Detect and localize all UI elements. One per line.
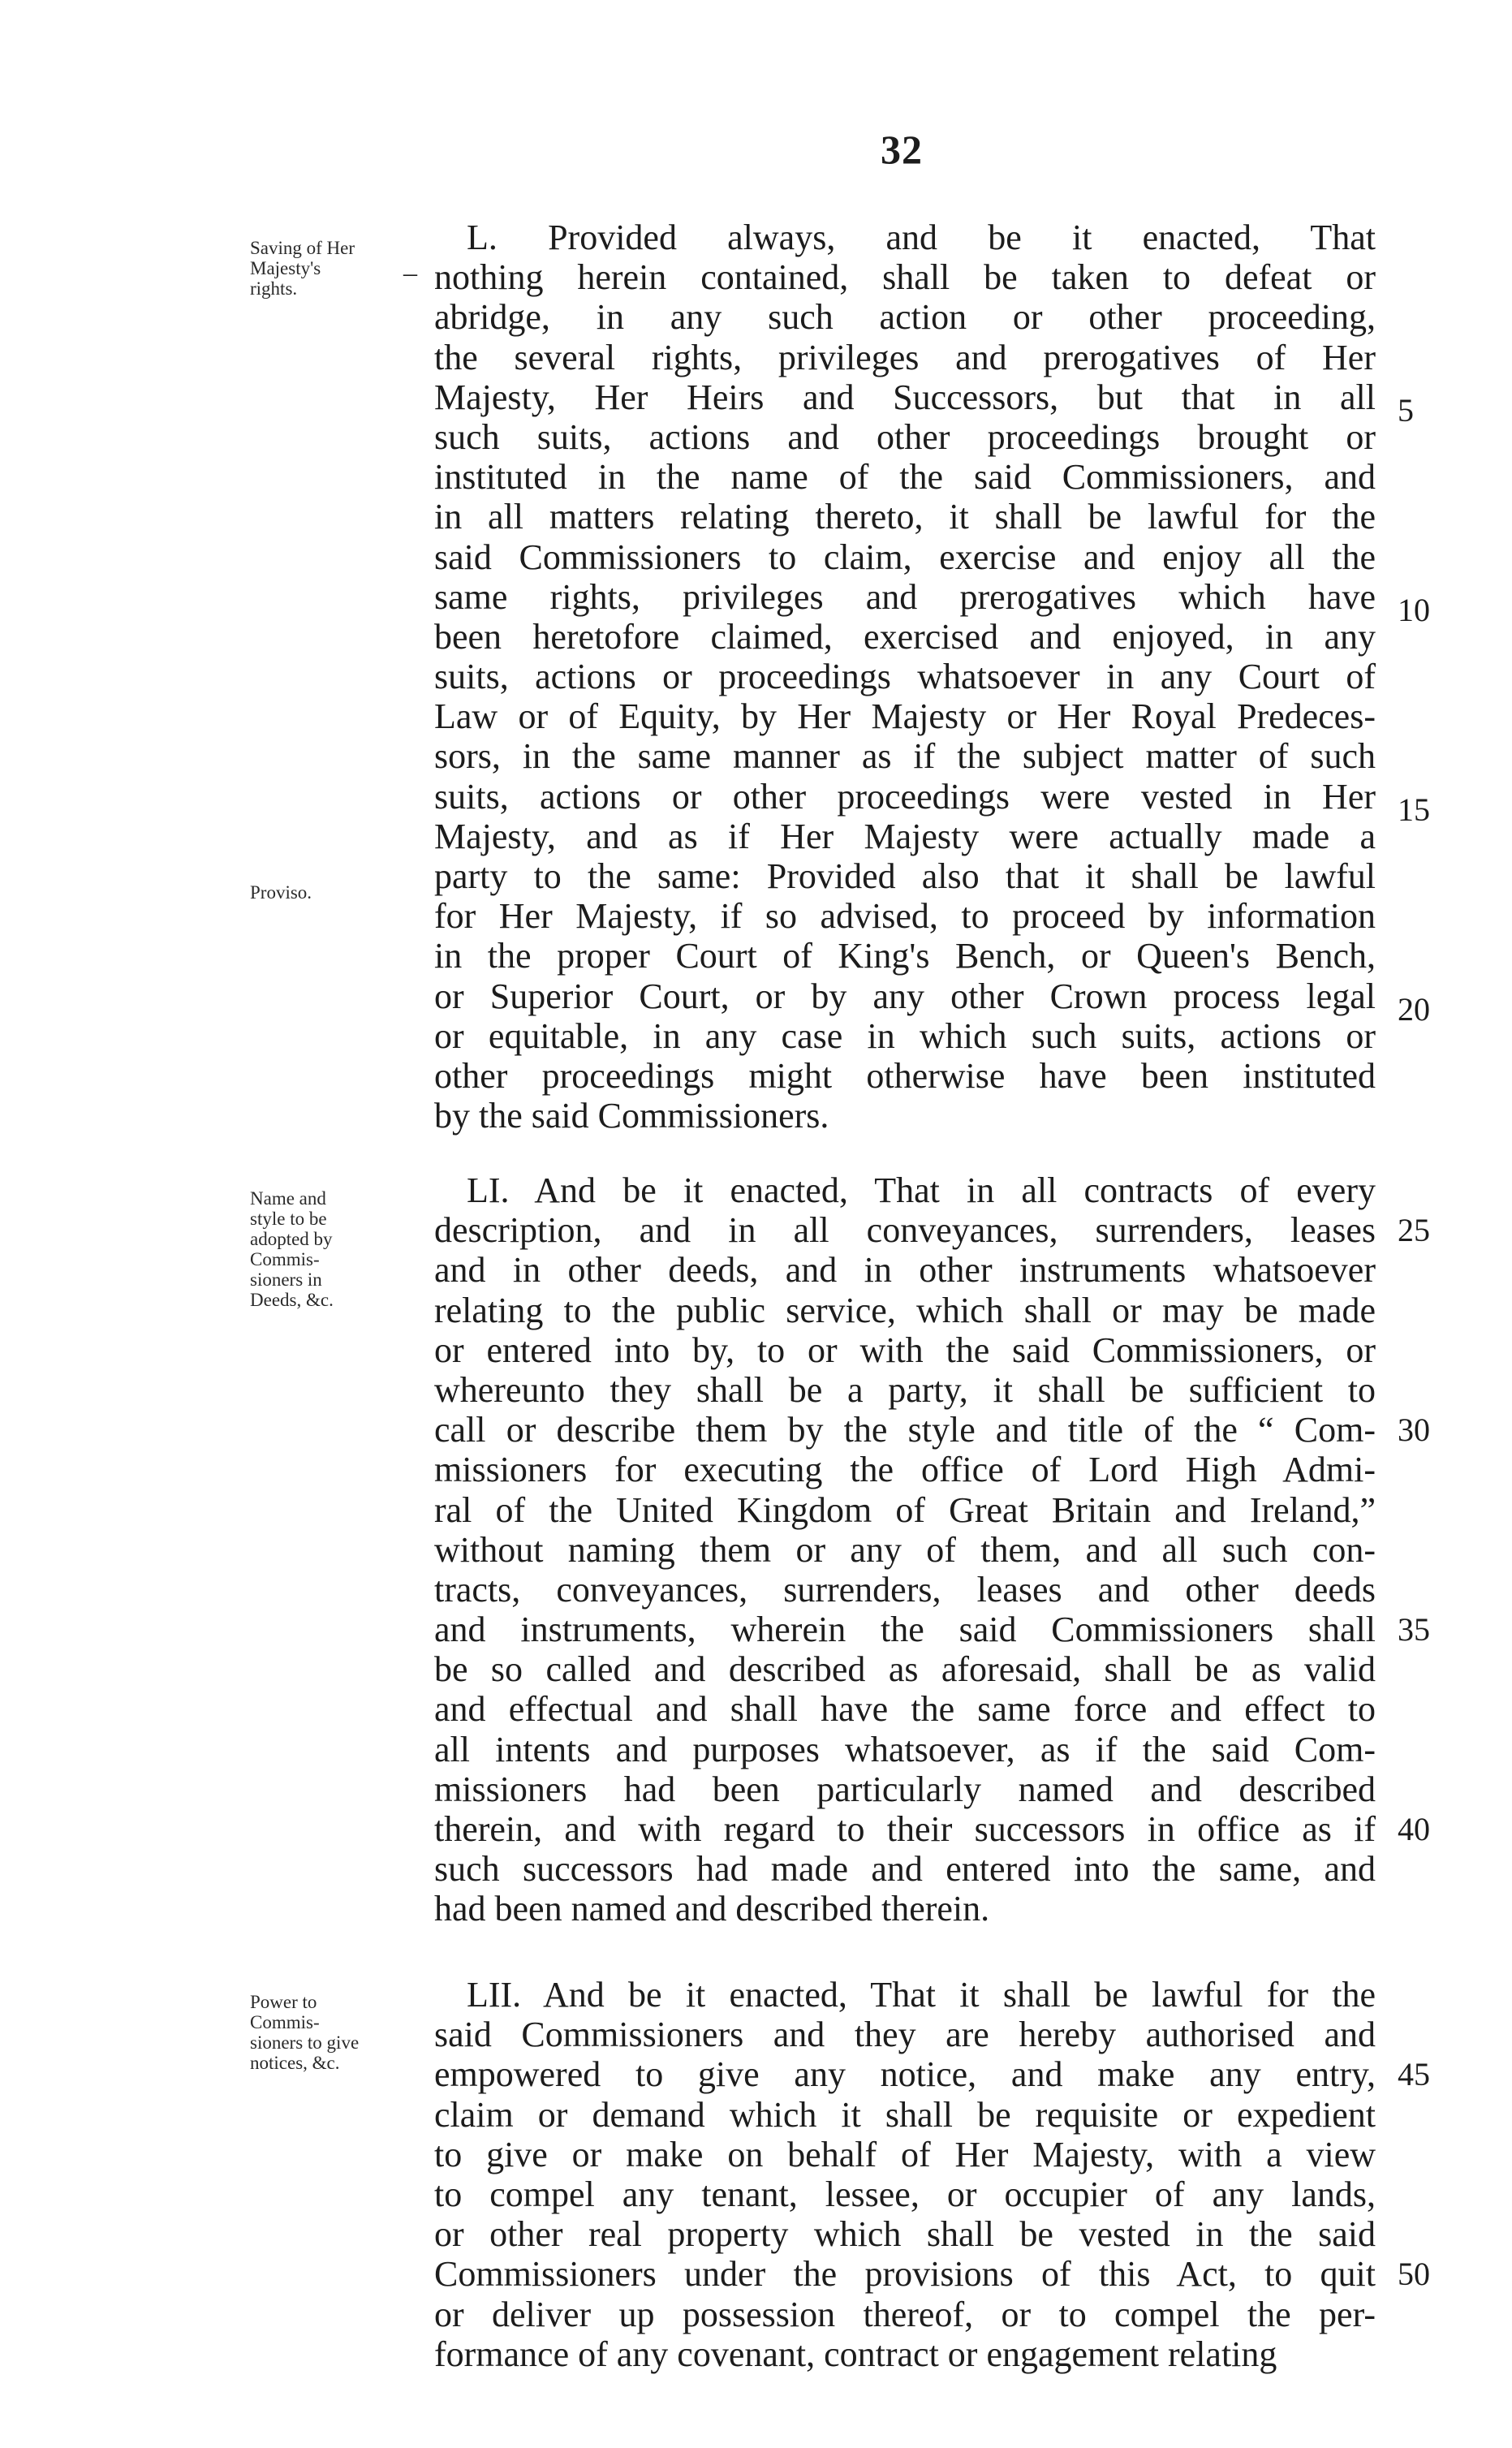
text-line: suits, actions or other proceedings were vested in Her: [434, 776, 1376, 817]
line-number: 5: [1398, 392, 1414, 429]
text-line: or other real property which shall be vested in the said: [434, 2214, 1376, 2255]
text-line: and effectual and shall have the same force and effect to: [434, 1689, 1376, 1730]
section-LII-paragraph: [434, 1975, 1376, 2374]
line-number: 40: [1398, 1811, 1430, 1847]
text-line: call or describe them by the style and title of the “ Com-: [434, 1410, 1376, 1450]
text-line: description, and in all conveyances, surrenders, leases: [434, 1210, 1376, 1251]
text-line: LII. And be it enacted, That it shall be lawful for the: [467, 1975, 1376, 2015]
text-line: be so called and described as aforesaid, shall be as valid: [434, 1649, 1376, 1690]
margin-note-power-to-give-notices: Power to Commis- sioners to give notices, &c.: [250, 1992, 360, 2073]
line-number: 10: [1398, 592, 1430, 628]
text-line: and in other deeds, and in other instruments whatsoever: [434, 1250, 1376, 1291]
text-line: abridge, in any such action or other proceeding,: [434, 297, 1376, 338]
text-line: instituted in the name of the said Commissioners, and: [434, 457, 1376, 498]
text-line: formance of any covenant, contract or engagement relating: [434, 2334, 1277, 2374]
section-L-paragraph: [434, 218, 1376, 1136]
text-line: empowered to give any notice, and make any entry,: [434, 2054, 1376, 2095]
text-line: such suits, actions and other proceedings brought or: [434, 416, 1376, 457]
section-LI-paragraph: [434, 1170, 1376, 1929]
text-line: L. Provided always, and be it enacted, That: [467, 218, 1376, 257]
text-line: or entered into by, to or with the said Commissioners, or: [434, 1330, 1376, 1370]
text-line: ral of the United Kingdom of Great Britain and Ireland,”: [434, 1489, 1376, 1530]
text-line: and instruments, wherein the said Commissioners shall: [434, 1610, 1376, 1650]
text-line: Commissioners under the provisions of this Act, to quit: [434, 2254, 1376, 2295]
text-line: the several rights, privileges and prerogatives of Her: [434, 337, 1376, 377]
text-line: or equitable, in any case in which such suits, actions or: [434, 1015, 1376, 1056]
line-number: 45: [1398, 2056, 1430, 2092]
text-line: Majesty, and as if Her Majesty were actually made a: [434, 816, 1376, 856]
page-number: 32: [881, 127, 923, 172]
text-line: missioners had been particularly named and described: [434, 1769, 1376, 1809]
text-line: by the said Commissioners.: [434, 1096, 829, 1136]
margin-note-saving-rights: Saving of Her Majesty's rights.: [250, 238, 355, 299]
line-number: 25: [1398, 1212, 1430, 1248]
text-line: missioners for executing the office of Lord High Admi-: [434, 1450, 1376, 1490]
text-line: for Her Majesty, if so advised, to proceed by information: [434, 896, 1376, 937]
text-line: suits, actions or proceedings whatsoever in any Court of: [434, 657, 1376, 697]
line-number: 20: [1398, 991, 1430, 1028]
text-line: to give or make on behalf of Her Majesty, with a view: [434, 2134, 1376, 2174]
text-line: Majesty, Her Heirs and Successors, but that in all: [434, 377, 1376, 417]
text-line: tracts, conveyances, surrenders, leases and other deeds: [434, 1569, 1376, 1610]
text-line: been heretofore claimed, exercised and enjoyed, in any: [434, 616, 1376, 657]
text-line: other proceedings might otherwise have been instituted: [434, 1055, 1376, 1096]
margin-note-proviso: Proviso.: [250, 882, 312, 903]
text-line: in the proper Court of King's Bench, or Queen's Bench,: [434, 936, 1376, 976]
line-number: 30: [1398, 1411, 1430, 1448]
text-line: in all matters relating thereto, it shall be lawful for the: [434, 497, 1376, 537]
text-line: had been named and described therein.: [434, 1889, 990, 1929]
text-line: relating to the public service, which shall or may be made: [434, 1290, 1376, 1330]
margin-dash: –: [403, 258, 417, 288]
text-line: sors, in the same manner as if the subject matter of such: [434, 736, 1376, 777]
margin-note-name-and-style: Name and style to be adopted by Commis- sioners in Deeds, &c.: [250, 1188, 334, 1310]
text-line: therein, and with regard to their successors in office as if: [434, 1809, 1376, 1849]
line-number: 50: [1398, 2256, 1430, 2292]
text-line: LI. And be it enacted, That in all contracts of every: [467, 1170, 1376, 1210]
text-line: such successors had made and entered into the same, and: [434, 1849, 1376, 1890]
text-line: same rights, privileges and prerogatives which have: [434, 576, 1376, 617]
line-number: 35: [1398, 1611, 1430, 1648]
text-line: all intents and purposes whatsoever, as if the said Com-: [434, 1729, 1376, 1769]
text-line: without naming them or any of them, and all such con-: [434, 1529, 1376, 1570]
text-line: whereunto they shall be a party, it shall be sufficient to: [434, 1369, 1376, 1410]
text-line: party to the same: Provided also that it shall be lawful: [434, 856, 1376, 896]
text-line: or Superior Court, or by any other Crown process legal: [434, 976, 1376, 1016]
text-line: to compel any tenant, lessee, or occupier of any lands,: [434, 2174, 1376, 2214]
text-line: said Commissioners to claim, exercise and enjoy all the: [434, 537, 1376, 577]
text-line: Law or of Equity, by Her Majesty or Her Royal Predeces-: [434, 696, 1376, 737]
text-line: or deliver up possession thereof, or to compel the per-: [434, 2294, 1376, 2334]
text-line: said Commissioners and they are hereby authorised and: [434, 2015, 1376, 2055]
text-line: nothing herein contained, shall be taken to defeat or: [434, 257, 1376, 298]
line-number: 15: [1398, 791, 1430, 828]
text-line: claim or demand which it shall be requisite or expedient: [434, 2094, 1376, 2135]
